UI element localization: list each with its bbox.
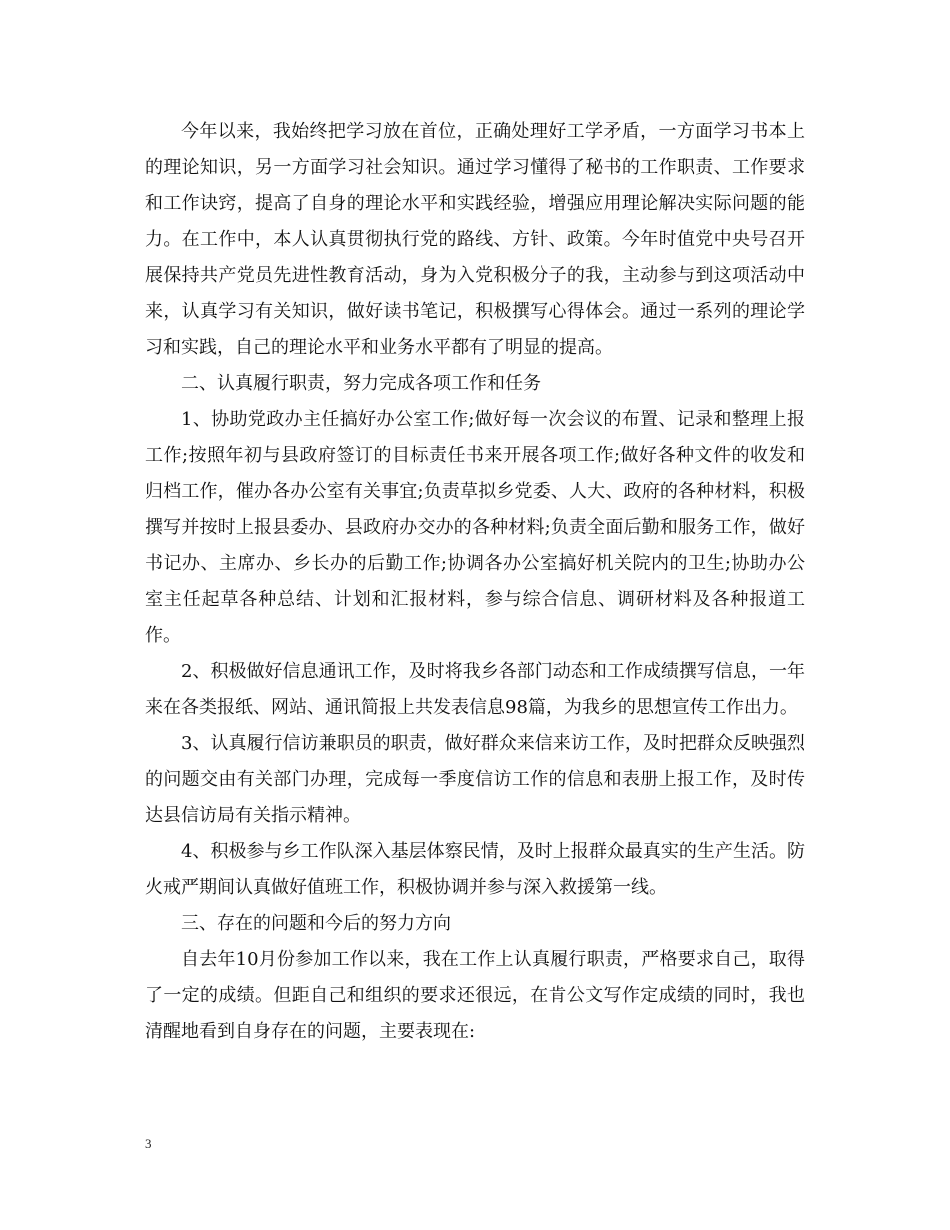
paragraph-problems: 自去年10月份参加工作以来，我在工作上认真履行职责，严格要求自己，取得了一定的成绩。但距自己和组织的要求还很远，在肯公文写作定成绩的同时，我也清醒地看到自身存在的问题，主要表现在: — [145, 949, 805, 1042]
paragraph-item-4: 4、积极参与乡工作队深入基层体察民情，及时上报群众最真实的生产生活。防火戒严期间认真做好值班工作，积极协调并参与深入救援第一线。 — [145, 841, 805, 898]
paragraph-study: 今年以来，我始终把学习放在首位，正确处理好工学矛盾，一方面学习书本上的理论知识，另一方面学习社会知识。通过学习懂得了秘书的工作职责、工作要求和工作诀窍，提高了自身的理论水平和实践经验，增强应用理论解决实际问题的能力。在工作中，本人认真贯彻执行党的路线、方针、政策。今年时值党中央号召开展保持共产党员先进性教育活动，身为入党积极分子的我，主动参与到这项活动中来，认真学习有关知识，做好读书笔记，积极撰写心得体会。通过一系列的理论学习和实践，自己的理论水平和业务水平都有了明显的提高。 — [145, 121, 805, 358]
section-heading-problems: 三、存在的问题和今后的努力方向 — [181, 913, 451, 934]
paragraph-item-1: 1、协助党政办主任搞好办公室工作;做好每一次会议的布置、记录和整理上报工作;按照年初与县政府签订的目标责任书来开展各项工作;做好各种文件的收发和归档工作，催办各办公室有关事宜;负责草拟乡党委、人大、政府的各种材料，积极撰写并按时上报县委办、县政府办交办的各种材料;负责全面后勤和服务工作，做好书记办、主席办、乡长办的后勤工作;协调各办公室搞好机关院内的卫生;协助办公室主任起草各种总结、计划和汇报材料，参与综合信息、调研材料及各种报道工作。 — [145, 409, 805, 646]
paragraph-item-2: 2、积极做好信息通讯工作，及时将我乡各部门动态和工作成绩撰写信息，一年来在各类报纸、网站、通讯简报上共发表信息98篇，为我乡的思想宣传工作出力。 — [145, 661, 805, 718]
paragraph-item-3: 3、认真履行信访兼职员的职责，做好群众来信来访工作，及时把群众反映强烈的问题交由有关部门办理，完成每一季度信访工作的信息和表册上报工作，及时传达县信访局有关指示精神。 — [145, 733, 805, 826]
document-body — [145, 114, 805, 1050]
page-number: 3 — [145, 1136, 152, 1151]
section-heading-duties: 二、认真履行职责，努力完成各项工作和任务 — [181, 373, 541, 394]
